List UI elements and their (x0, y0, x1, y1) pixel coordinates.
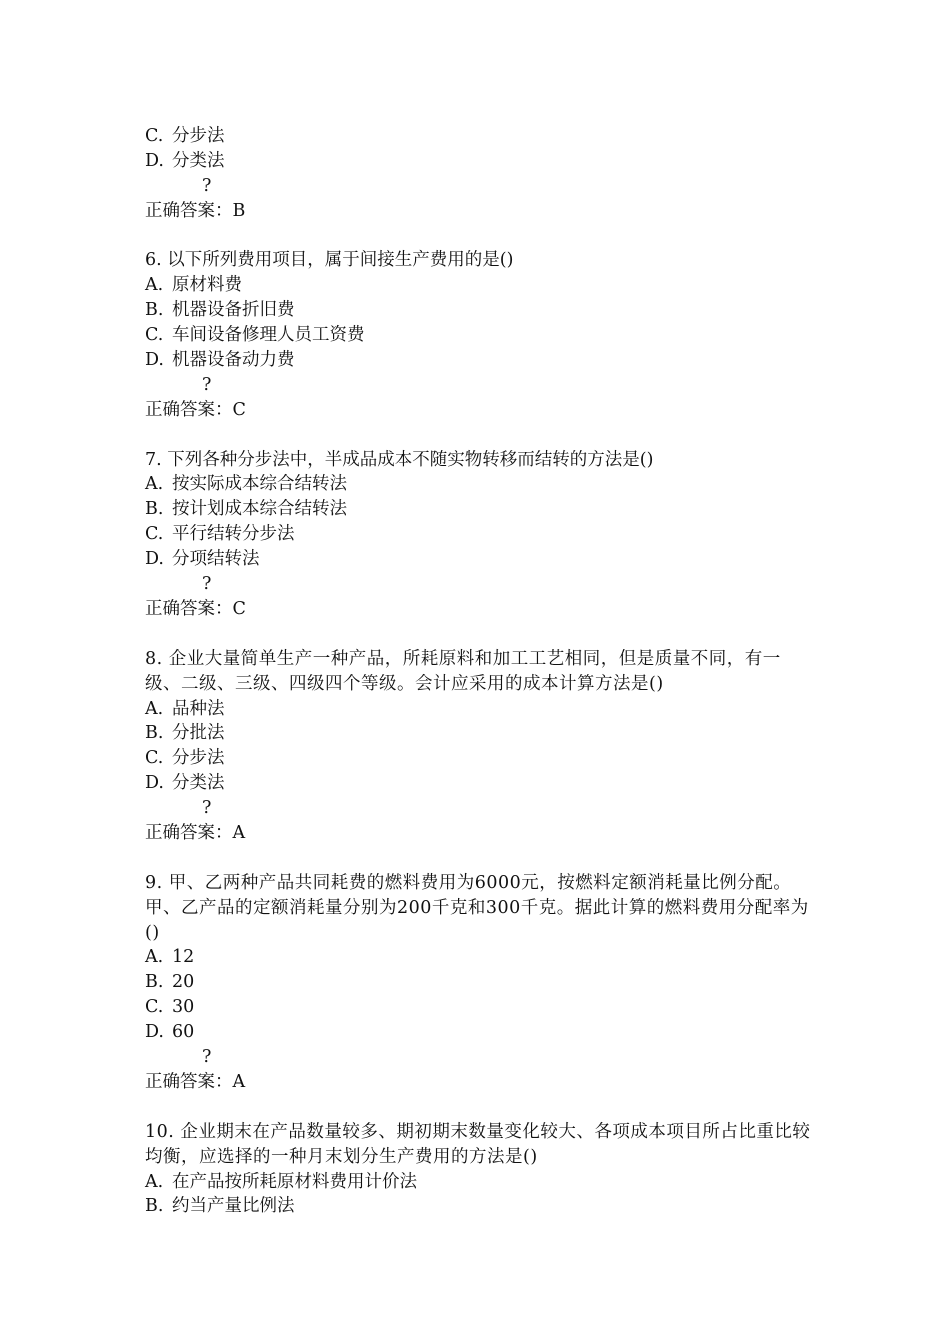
option-text: 分项结转法 (172, 549, 260, 570)
option-a (145, 945, 815, 970)
option-a (145, 472, 815, 497)
correct-answer: 正确答案：C (145, 598, 246, 619)
question-stem: 7. 下列各种分步法中，半成品成本不随实物转移而结转的方法是() (145, 449, 654, 470)
option-label: A. (145, 474, 164, 495)
document-body (145, 124, 815, 1219)
option-text: 分类法 (172, 773, 225, 794)
option-label: B. (145, 499, 164, 520)
option-d (145, 1020, 815, 1045)
option-label: A. (145, 275, 164, 296)
option-text: 20 (172, 972, 195, 993)
spacer (145, 622, 815, 647)
option-text: 分类法 (172, 150, 225, 171)
option-text: 品种法 (172, 698, 225, 719)
question-mark: ? (202, 374, 212, 395)
option-text: 机器设备动力费 (172, 350, 295, 371)
option-b (145, 1194, 815, 1219)
spacer (145, 1095, 815, 1120)
spacer (145, 224, 815, 249)
option-label: C. (145, 325, 164, 346)
option-text: 在产品按所耗原材料费用计价法 (172, 1171, 417, 1192)
option-text: 按实际成本综合结转法 (172, 474, 347, 495)
option-label: B. (145, 1196, 164, 1217)
option-label: C. (145, 748, 164, 769)
option-label: D. (145, 350, 164, 371)
option-label: B. (145, 300, 164, 321)
option-label: B. (145, 723, 164, 744)
question-mark: ? (202, 574, 212, 595)
option-text: 分步法 (172, 748, 225, 769)
question-stem: 6. 以下所列费用项目，属于间接生产费用的是() (145, 250, 514, 271)
option-label: D. (145, 773, 164, 794)
option-b (145, 970, 815, 995)
option-a (145, 697, 815, 722)
question-stem: 10. 企业期末在产品数量较多、期初期末数量变化较大、各项成本项目所占比重比较均衡，应选择的一种月末划分生产费用的方法是() (145, 1121, 811, 1167)
option-b (145, 298, 815, 323)
option-label: A. (145, 1171, 164, 1192)
option-label: B. (145, 972, 164, 993)
question-10 (145, 1120, 815, 1220)
question-mark: ? (202, 798, 212, 819)
option-d (145, 149, 815, 174)
option-c (145, 746, 815, 771)
question-mark: ? (202, 175, 212, 196)
option-d (145, 348, 815, 373)
option-c (145, 323, 815, 348)
option-a (145, 273, 815, 298)
option-label: A. (145, 947, 164, 968)
option-d (145, 771, 815, 796)
option-text: 分步法 (172, 126, 225, 146)
question-7 (145, 448, 815, 622)
option-text: 平行结转分步法 (172, 524, 295, 545)
correct-answer: 正确答案：B (145, 200, 246, 221)
carry-over-question (145, 124, 815, 224)
option-d (145, 547, 815, 572)
spacer (145, 423, 815, 448)
option-label: D. (145, 1022, 164, 1043)
question-stem: 9. 甲、乙两种产品共同耗费的燃料费用为6000元，按燃料定额消耗量比例分配。甲、乙产品的定额消耗量分别为200千克和300千克。据此计算的燃料费用分配率为() (145, 872, 809, 943)
question-8 (145, 647, 815, 846)
option-label: D. (145, 549, 164, 570)
option-text: 60 (172, 1022, 195, 1043)
option-label: C. (145, 126, 164, 146)
option-text: 约当产量比例法 (172, 1196, 295, 1217)
option-text: 30 (172, 997, 195, 1018)
spacer (145, 846, 815, 871)
option-text: 车间设备修理人员工资费 (172, 325, 365, 346)
option-c (145, 124, 815, 149)
option-text: 原材料费 (172, 275, 242, 296)
correct-answer: 正确答案：A (145, 822, 246, 843)
question-stem: 8. 企业大量简单生产一种产品，所耗原料和加工工艺相同，但是质量不同，有一级、二级、三级、四级四个等级。会计应采用的成本计算方法是() (145, 648, 781, 694)
option-label: C. (145, 997, 164, 1018)
question-mark: ? (202, 1047, 212, 1068)
option-text: 12 (172, 947, 195, 968)
option-a (145, 1170, 815, 1195)
option-text: 按计划成本综合结转法 (172, 499, 347, 520)
correct-answer: 正确答案：C (145, 399, 246, 420)
option-label: A. (145, 698, 164, 719)
option-c (145, 995, 815, 1020)
correct-answer: 正确答案：A (145, 1071, 246, 1092)
question-9 (145, 871, 815, 1095)
option-label: D. (145, 150, 164, 171)
option-label: C. (145, 524, 164, 545)
option-text: 分批法 (172, 723, 225, 744)
option-b (145, 721, 815, 746)
option-b (145, 497, 815, 522)
question-6 (145, 248, 815, 422)
option-c (145, 522, 815, 547)
option-text: 机器设备折旧费 (172, 300, 295, 321)
